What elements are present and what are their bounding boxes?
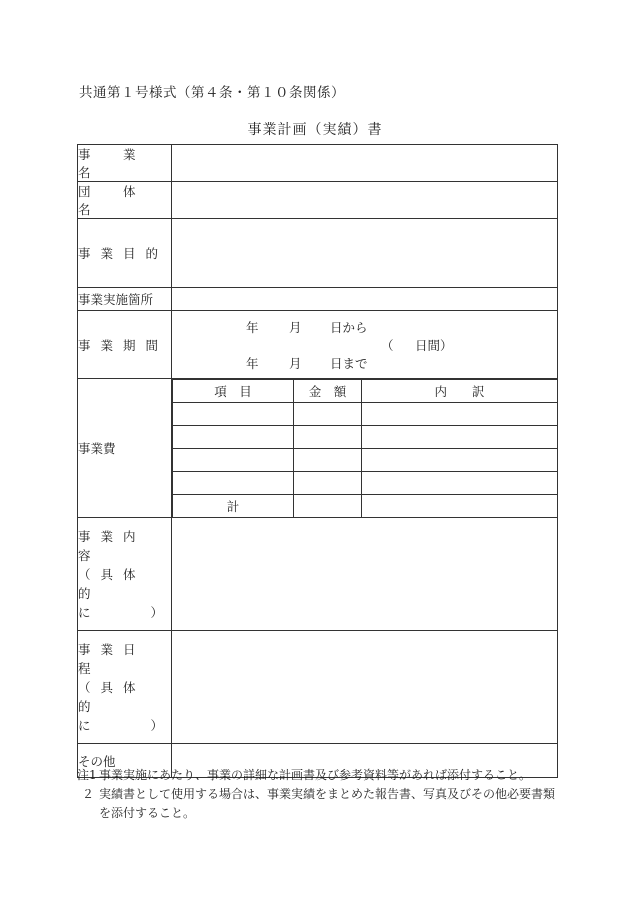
content-label: 事業内容 （具体的 に ） (78, 518, 172, 631)
project-name-field[interactable] (172, 145, 558, 182)
note-item (77, 785, 559, 823)
start-day-unit: 日から (330, 320, 368, 335)
days-unit: 日間） (415, 338, 453, 353)
location-field[interactable] (172, 288, 558, 311)
cost-item-cell[interactable] (173, 403, 294, 426)
note-number: ２ (81, 787, 94, 801)
other-label: その他 (78, 744, 172, 778)
note-text: 実績書として使用する場合は、事業実績をまとめた報告書、写真及びその他必要書類を添付すること。 (99, 787, 556, 820)
note-number: 注1 (77, 768, 97, 782)
cost-header-item: 項 目 (173, 380, 294, 403)
period-label: 事業期間 (78, 311, 172, 379)
cost-row (173, 449, 558, 472)
cost-item-cell[interactable] (173, 449, 294, 472)
cost-breakdown-cell[interactable] (362, 449, 558, 472)
cost-amount-cell[interactable] (294, 426, 362, 449)
purpose-field[interactable] (172, 219, 558, 288)
location-label: 事業実施箇所 (78, 288, 172, 311)
end-day-unit: 日まで (330, 356, 368, 371)
schedule-field[interactable] (172, 631, 558, 744)
document-title: 事業計画（実績）書 (247, 122, 383, 138)
cost-header-amount: 金 額 (294, 380, 362, 403)
cost-total-breakdown-cell[interactable] (362, 495, 558, 518)
note-text: 事業実施にあたり、事業の詳細な計画書及び参考資料等があれば添付すること。 (99, 768, 532, 782)
project-name-label: 事 業 名 (78, 145, 172, 182)
organization-name-field[interactable] (172, 182, 558, 219)
note-item (77, 766, 559, 785)
schedule-label: 事業日程 （具体的 に ） (78, 631, 172, 744)
cost-total-amount-cell[interactable] (294, 495, 362, 518)
cost-amount-cell[interactable] (294, 449, 362, 472)
cost-breakdown-table-cell (172, 379, 558, 518)
cost-label: 事業費 (78, 379, 172, 518)
cost-amount-cell[interactable] (294, 472, 362, 495)
end-month-unit: 月 (289, 356, 302, 371)
cost-item-cell[interactable] (173, 426, 294, 449)
notes (77, 766, 559, 823)
purpose-label: 事業目的 (78, 219, 172, 288)
start-month-unit: 月 (289, 320, 302, 335)
start-year-unit: 年 (246, 320, 259, 335)
cost-row (173, 426, 558, 449)
cost-header-breakdown: 内 訳 (362, 380, 558, 403)
cost-breakdown-cell[interactable] (362, 426, 558, 449)
cost-item-cell[interactable] (173, 472, 294, 495)
cost-total-label: 計 (173, 495, 294, 518)
project-plan-form (77, 144, 558, 778)
cost-row (173, 403, 558, 426)
cost-breakdown-table (172, 379, 557, 517)
period-field[interactable] (172, 311, 558, 379)
organization-name-label: 団 体 名 (78, 182, 172, 219)
cost-amount-cell[interactable] (294, 403, 362, 426)
cost-breakdown-cell[interactable] (362, 403, 558, 426)
content-field[interactable] (172, 518, 558, 631)
end-year-unit: 年 (246, 356, 259, 371)
cost-breakdown-cell[interactable] (362, 472, 558, 495)
days-open-paren: （ (381, 338, 394, 353)
cost-row (173, 472, 558, 495)
form-number: 共通第１号様式（第４条・第１０条関係） (79, 85, 345, 101)
